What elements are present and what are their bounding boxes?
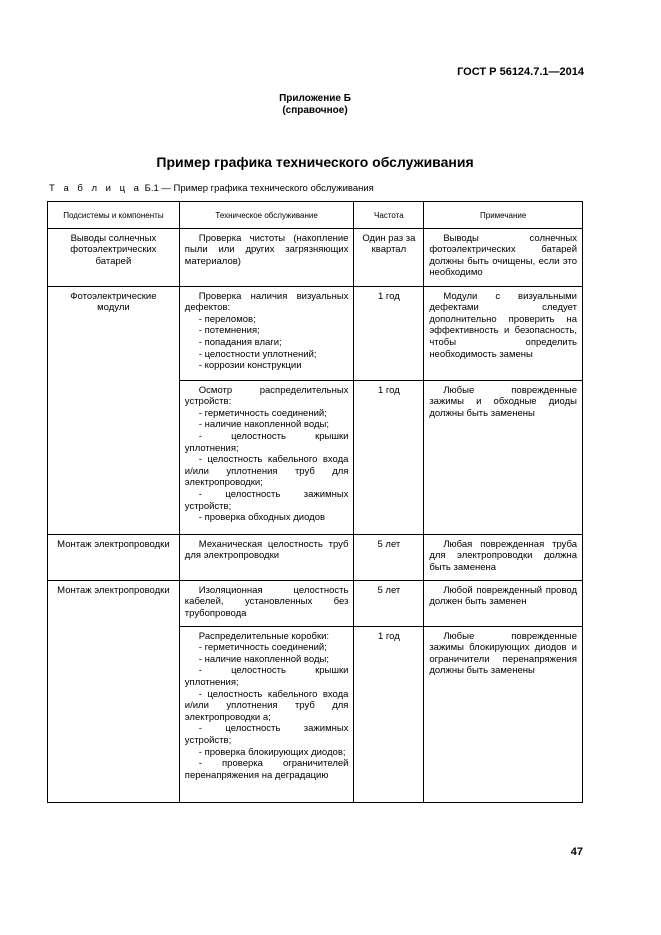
appendix-heading [0, 93, 630, 117]
maintenance-item: - проверка обходных диодов [198, 512, 326, 524]
column-header: Примечание [424, 202, 583, 229]
frequency-cell: 5 лет [354, 580, 424, 626]
maintenance-text: Распределительные коробки: [198, 630, 330, 642]
maintenance-item: - целостность крышки уплотнения; [184, 430, 349, 454]
table-caption-text: Б.1 — Пример графика технического обслуживания [144, 183, 374, 194]
table-caption [49, 183, 374, 194]
component-cell: Монтаж электропроводки [48, 534, 180, 580]
column-header: Техническое обслуживание [179, 202, 354, 229]
note-cell: Любые поврежденные зажимы блокирующих диодов и ограничители перенапряжения должны быть заменены [424, 626, 583, 802]
maintenance-item: - целостность кабельного входа и/или уплотнения труб для электропроводки; [184, 454, 349, 489]
maintenance-item: - коррозии конструкции [198, 360, 302, 372]
frequency-cell: 1 год [354, 626, 424, 802]
maintenance-item: - целостность кабельного входа и/или уплотнения труб для электропроводки а; [184, 688, 349, 723]
maintenance-cell [179, 380, 354, 534]
maintenance-item: - целостность крышки уплотнения; [184, 665, 349, 688]
document-title: Пример графика технического обслуживания [156, 154, 474, 170]
maintenance-item: - целостность зажимных устройств; [184, 488, 349, 512]
note-cell: Любой поврежденный провод должен быть заменен [424, 580, 583, 626]
table-header-row [48, 202, 583, 229]
frequency-cell: 1 год [354, 286, 424, 380]
maintenance-table [47, 201, 583, 803]
component-cell: Фотоэлектрические модули [48, 286, 180, 534]
maintenance-item: - проверка ограничителей перенапряжения на деградацию [184, 758, 349, 781]
column-header: Подсистемы и компоненты [48, 202, 180, 229]
table-caption-prefix: Т а б л и ц а [49, 183, 142, 194]
page-number: 47 [570, 846, 583, 858]
maintenance-cell [179, 286, 354, 380]
table-row [48, 580, 583, 626]
component-cell: Выводы солнечных фотоэлектрических батарей [48, 228, 180, 286]
maintenance-cell: Проверка чистоты (накопление пыли или других загрязняющих материалов) [179, 228, 354, 286]
maintenance-item: - проверка блокирующих диодов; [198, 746, 346, 758]
table-row [48, 286, 583, 380]
note-cell: Выводы солнечных фотоэлектрических батарей должны быть очищены, если это необходимо [424, 228, 583, 286]
frequency-cell: Один раз за квартал [354, 228, 424, 286]
note-cell: Модули с визуальными дефектами следует дополнительно проверить на эффективность и безопасность, чтобы определить необходимость замены [424, 286, 583, 380]
maintenance-item: - целостность зажимных устройств; [184, 723, 349, 746]
maintenance-cell [179, 626, 354, 802]
column-header: Частота [354, 202, 424, 229]
maintenance-item: - наличие накопленной воды; [198, 419, 329, 431]
maintenance-cell: Механическая целостность труб для электропроводки [179, 534, 354, 580]
note-cell: Любые поврежденные зажимы и обходные диоды должны быть заменены [424, 380, 583, 534]
maintenance-item: - наличие накопленной воды; [198, 653, 329, 665]
frequency-cell: 1 год [354, 380, 424, 534]
maintenance-cell: Изоляционная целостность кабелей, установленных без трубопровода [179, 580, 354, 626]
maintenance-item: - потемнения; [198, 325, 260, 337]
standard-number: ГОСТ Р 56124.7.1—2014 [457, 66, 584, 78]
frequency-cell: 5 лет [354, 534, 424, 580]
maintenance-text: Проверка наличия визуальных дефектов: [184, 290, 349, 314]
appendix-subtitle: (справочное) [282, 105, 348, 116]
table-row [48, 228, 583, 286]
maintenance-item: - целостности уплотнений; [198, 348, 317, 360]
maintenance-item: - переломов; [198, 313, 256, 325]
appendix-title: Приложение Б [279, 93, 351, 104]
table-row [48, 534, 583, 580]
maintenance-item: - герметичность соединений; [198, 407, 327, 419]
note-cell: Любая поврежденная труба для электропроводки должна быть заменена [424, 534, 583, 580]
maintenance-text: Осмотр распределительных устройств: [184, 384, 349, 408]
maintenance-item: - попадания влаги; [198, 336, 282, 348]
component-cell: Монтаж электропроводки [48, 580, 180, 802]
maintenance-item: - герметичность соединений; [198, 642, 327, 654]
